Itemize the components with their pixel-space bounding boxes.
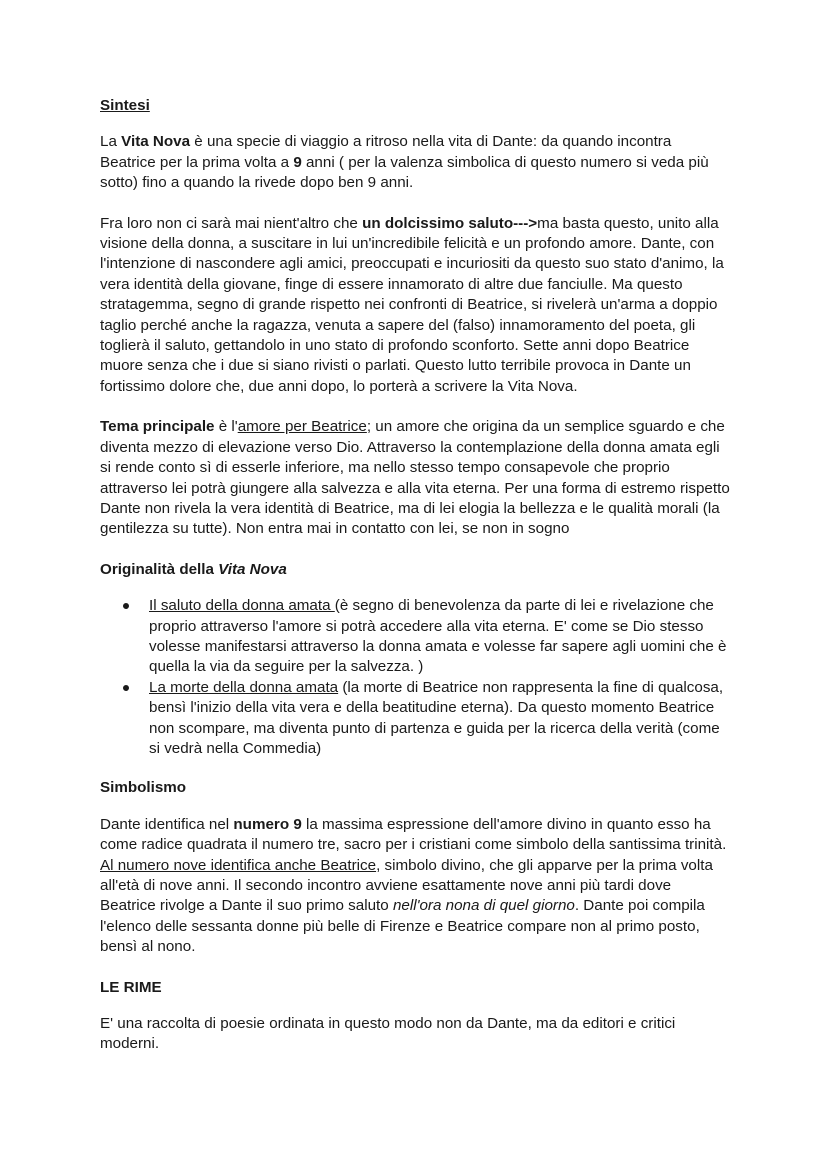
- heading-originalita: Originalità della Vita Nova: [100, 560, 287, 578]
- paragraph-saluto: Fra loro non ci sarà mai nient'altro che un dolcissimo saluto--->ma basta questo, unito alla visione della donna, a suscitare in lui un'incredibile felicità e un profondo amore. Dante, con l'intenzione di nascondere agli amici, preoccupati e incuriositi da questo suo stato d'animo, la vera identità della giovane, finge di essere innamorato di altre due fanciulle. Ma questo stratagemma, segno di grande rispetto nei confronti di Beatrice, si rivelerà un'arma a doppio taglio perché anche la ragazza, venuta a sapere del (falso) innamoramento del poeta, gli toglierà il saluto, gettandolo in uno stato di profondo sconforto. Sette anni dopo Beatrice muore senza che i due si siano rivisti o parlati. Questo lutto terribile provoca in Dante un fortissimo dolore che, due anni dopo, lo porterà a scrivere la Vita Nova.: [100, 214, 724, 395]
- bullet-icon: [123, 603, 129, 609]
- list-item: La morte della donna amata (la morte di Beatrice non rappresenta la fine di qualcosa, bensì l'inizio della vita vera e della beatitudine eterna). Da questo momento Beatrice non scompare, ma diventa punto di partenza e guida per la ricerca della verità (come si vedrà nella Commedia): [100, 678, 730, 760]
- heading-rime: LE RIME: [100, 978, 162, 996]
- paragraph-rime: E' una raccolta di poesie ordinata in questo modo non da Dante, ma da editori e critici moderni.: [100, 1015, 676, 1053]
- paragraph-intro: La Vita Nova è una specie di viaggio a ritroso nella vita di Dante: da quando incontra Beatrice per la prima volta a 9 anni ( per la valenza simbolica di questo numero si veda più sotto) fino a quando la rivede dopo ben 9 anni.: [100, 133, 709, 192]
- paragraph-tema: Tema principale è l'amore per Beatrice; un amore che origina da un semplice sguardo e che diventa mezzo di elevazione verso Dio. Attraverso la contemplazione della donna amata egli si rende conto sì di esserle inferiore, ma nello stesso tempo consapevole che proprio attraverso lei potrà giungere alla salvezza e alla vita eterna. Per una forma di estremo rispetto Dante non rivela la vera identità di Beatrice, ma di lei elogia la bellezza e le qualità morali (la gentilezza su tutte). Non entra mai in contatto con lei, se non in sogno: [100, 418, 730, 538]
- heading-sintesi: Sintesi: [100, 97, 150, 114]
- document-body: [100, 96, 730, 1075]
- paragraph-simbolismo: Dante identifica nel numero 9 la massima espressione dell'amore divino in quanto esso ha come radice quadrata il numero tre, sacro per i cristiani come simbolo della santissima trinità. Al numero nove identifica anche Beatrice, simbolo divino, che gli apparve per la prima volta all'età di nove anni. Il secondo incontro avviene esattamente nove anni più tardi dove Beatrice rivolge a Dante il suo primo saluto nell'ora nona di quel giorno. Dante poi compila l'elenco delle sessanta donne più belle di Firenze e Beatrice compare non al primo posto, bensì al nono.: [100, 815, 727, 956]
- heading-simbolismo: Simbolismo: [100, 779, 187, 797]
- bullet-icon: [123, 685, 129, 691]
- originalita-list: [100, 596, 730, 759]
- list-item: Il saluto della donna amata (è segno di benevolenza da parte di lei e rivelazione che proprio attraverso l'amore si potrà accedere alla vita eterna. E' come se Dio stesso volesse manifestarsi attraverso la donna amata e volesse far sapere agli uomini che è quella la via da seguire per la salvezza. ): [100, 596, 730, 678]
